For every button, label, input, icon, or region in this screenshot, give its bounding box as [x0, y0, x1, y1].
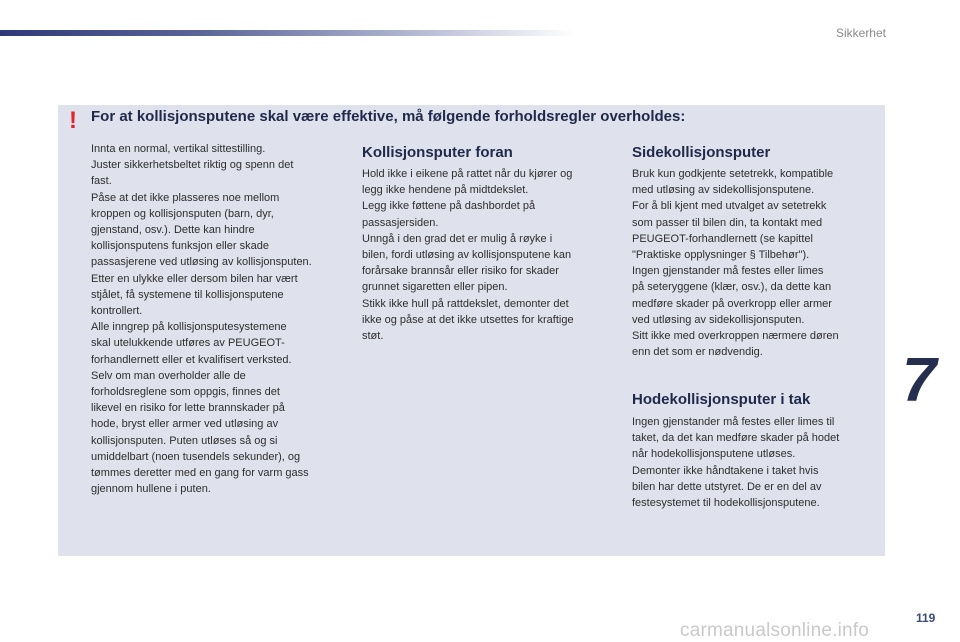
page-number: 119 — [916, 611, 936, 625]
chapter-number: 7 — [902, 346, 937, 415]
header-accent-bar — [0, 30, 575, 36]
text-line: taket, da det kan medføre skader på hodet — [632, 432, 840, 445]
curtain-airbags-text — [632, 414, 872, 511]
text-line: Påse at det ikke plasseres noe mellom — [91, 191, 280, 204]
text-line: legg ikke hendene på midtdekslet. — [362, 184, 529, 197]
text-line: forholdsreglene som oppgis, finnes det — [91, 386, 280, 399]
text-line: kontrollert. — [91, 305, 143, 318]
side-airbags-text — [632, 166, 872, 360]
text-line: ikke og påse at det ikke utsettes for kraftige — [362, 313, 574, 326]
text-line: medføre skader på overkropp eller armer — [632, 297, 832, 310]
text-line: Etter en ulykke eller dersom bilen har vært — [91, 272, 298, 285]
text-line: PEUGEOT-forhandlernett (se kapittel — [632, 232, 813, 245]
curtain-airbags-heading: Hodekollisjonsputer i tak — [632, 391, 811, 408]
text-line: Innta en normal, vertikal sittestilling. — [91, 143, 266, 155]
section-title: Sikkerhet — [835, 26, 886, 40]
text-line: stjålet, få systemene til kollisjonsputene — [91, 288, 284, 301]
text-line: grunnet sigaretten eller pipen. — [362, 281, 508, 294]
text-line: skal utelukkende utføres av PEUGEOT- — [91, 337, 285, 350]
text-line: Unngå i den grad det er mulig å røyke i — [362, 232, 553, 245]
text-line: hode, bryst eller armer ved utløsing av — [91, 418, 279, 431]
text-line: kroppen og kollisjonsputen (barn, dyr, — [91, 207, 274, 220]
text-line: Sitt ikke med overkroppen nærmere døren — [632, 330, 839, 343]
text-line: Juster sikkerhetsbeltet riktig og spenn det — [91, 159, 294, 172]
text-line: Demonter ikke håndtakene i taket hvis — [632, 464, 819, 477]
front-airbags-text — [362, 166, 610, 344]
text-line: på seteryggene (klær, osv.), da dette kan — [632, 281, 832, 294]
text-line: tømmes deretter med en gang for varm gass — [91, 467, 309, 480]
text-line: når hodekollisjonsputene utløses. — [632, 448, 796, 461]
text-line: forhandlernett eller et kvalifisert verksted. — [91, 353, 292, 366]
text-line: Bruk kun godkjente setetrekk, kompatible — [632, 168, 834, 180]
general-precautions-text — [91, 141, 343, 497]
front-airbags-heading: Kollisjonsputer foran — [362, 144, 513, 161]
side-airbags-heading: Sidekollisjonsputer — [632, 144, 771, 161]
text-line: ved utløsing av sidekollisjonsputen. — [632, 313, 805, 326]
text-line: Hold ikke i eikene på rattet når du kjører og — [362, 168, 573, 180]
text-line: gjennom hullene i puten. — [91, 483, 211, 496]
text-line: Alle inngrep på kollisjonsputesystemene — [91, 321, 287, 334]
text-line: Selv om man overholder alle de — [91, 369, 246, 382]
text-line: "Praktiske opplysninger § Tilbehør"). — [632, 249, 810, 262]
text-line: umiddelbart (noen tusendels sekunder), og — [91, 450, 301, 463]
text-line: kollisjonsputens funksjon eller skade — [91, 240, 269, 253]
text-line: med utløsing av sidekollisjonsputene. — [632, 184, 815, 197]
text-line: Legg ikke føttene på dashbordet på — [362, 200, 536, 213]
text-line: gjenstand, osv.). Dette kan hindre — [91, 224, 255, 237]
text-line: forårsake brannsår eller risiko for skader — [362, 265, 559, 278]
text-line: likevel en risiko for lette brannskader på — [91, 402, 285, 415]
text-line: bilen, fordi utløsing av kollisjonsputene kan — [362, 249, 572, 262]
text-line: Stikk ikke hull på rattdekslet, demonter det — [362, 297, 569, 310]
text-line: Ingen gjenstander må festes eller limes — [632, 265, 824, 278]
text-line: som passer til bilen din, ta kontakt med — [632, 216, 823, 229]
warning-icon: ! — [69, 107, 77, 134]
text-line: kollisjonsputen. Puten utløses så og si — [91, 434, 278, 447]
text-line: fast. — [91, 175, 112, 188]
watermark: carmanualsonline.info — [680, 620, 870, 641]
text-line: støt. — [362, 330, 384, 343]
text-line: passasjerene ved utløsing av kollisjonsputen. — [91, 256, 312, 269]
text-line: bilen har dette utstyret. De er en del av — [632, 480, 822, 493]
text-line: passasjersiden. — [362, 216, 439, 229]
text-line: For å bli kjent med utvalget av setetrekk — [632, 200, 827, 213]
text-line: Ingen gjenstander må festes eller limes til — [632, 416, 835, 428]
text-line: enn det som er nødvendig. — [632, 346, 763, 359]
warning-headline: For at kollisjonsputene skal være effektive, må følgende forholdsregler overholdes: — [91, 108, 686, 125]
text-line: festesystemet til hodekollisjonsputene. — [632, 497, 820, 510]
